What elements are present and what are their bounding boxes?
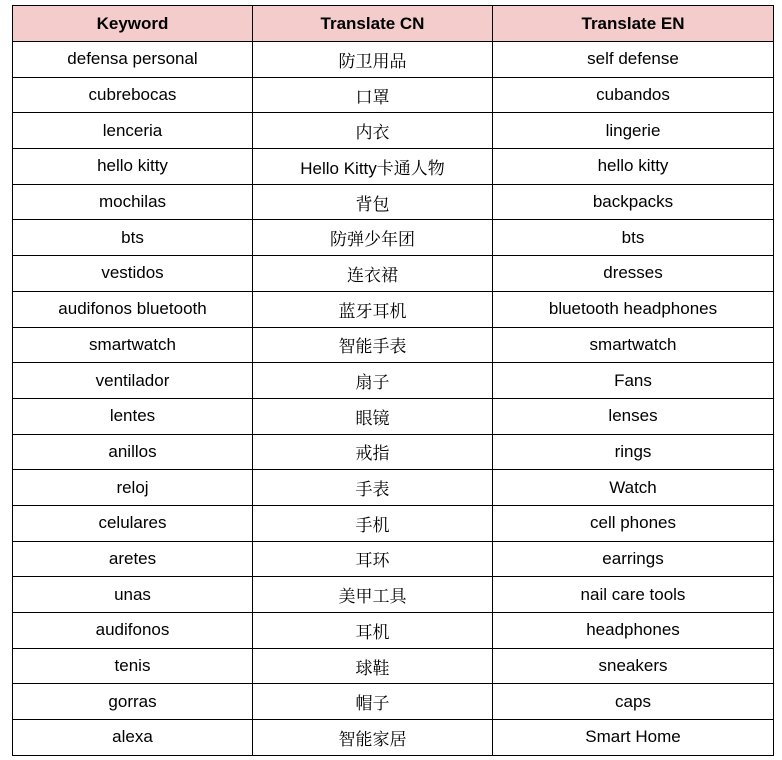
translate-en-cell: caps [493,684,774,720]
translate-cn-cell: 美甲工具 [253,577,493,613]
translate-en-cell: cell phones [493,505,774,541]
translate-en-cell: earrings [493,541,774,577]
translate-cn-cell: 耳机 [253,613,493,649]
translate-cn-cell: 防卫用品 [253,42,493,78]
keyword-cell: unas [13,577,253,613]
translate-en-cell: lingerie [493,113,774,149]
translate-en-cell: rings [493,434,774,470]
translate-cn-cell: 智能手表 [253,327,493,363]
translate-cn-cell: Hello Kitty卡通人物 [253,149,493,185]
translate-cn-cell: 口罩 [253,77,493,113]
translate-en-cell: cubandos [493,77,774,113]
translate-cn-cell: 戒指 [253,434,493,470]
translate-en-cell: dresses [493,256,774,292]
header-keyword: Keyword [13,6,253,42]
translate-cn-cell: 内衣 [253,113,493,149]
keyword-cell: tenis [13,648,253,684]
table-row [13,220,774,256]
translate-en-cell: Watch [493,470,774,506]
translate-en-cell: headphones [493,613,774,649]
keyword-cell: audifonos bluetooth [13,291,253,327]
translate-cn-cell: 智能家居 [253,720,493,756]
keyword-cell: alexa [13,720,253,756]
table-row [13,470,774,506]
table-row [13,291,774,327]
keyword-cell: hello kitty [13,149,253,185]
header-translate-en: Translate EN [493,6,774,42]
translate-cn-cell: 防弹少年团 [253,220,493,256]
translate-en-cell: smartwatch [493,327,774,363]
header-translate-cn: Translate CN [253,6,493,42]
table-row [13,541,774,577]
table-row [13,613,774,649]
table-row [13,577,774,613]
table-row [13,256,774,292]
translate-en-cell: nail care tools [493,577,774,613]
translate-cn-cell: 耳环 [253,541,493,577]
keyword-cell: anillos [13,434,253,470]
table-row [13,684,774,720]
header-row [13,6,774,42]
translate-cn-cell: 蓝牙耳机 [253,291,493,327]
keyword-cell: mochilas [13,184,253,220]
translate-cn-cell: 手机 [253,505,493,541]
keyword-cell: audifonos [13,613,253,649]
translate-en-cell: Smart Home [493,720,774,756]
translate-cn-cell: 眼镜 [253,398,493,434]
translate-cn-cell: 球鞋 [253,648,493,684]
keyword-cell: ventilador [13,363,253,399]
table-body [13,42,774,756]
keyword-cell: defensa personal [13,42,253,78]
keyword-cell: vestidos [13,256,253,292]
translate-cn-cell: 背包 [253,184,493,220]
table-row [13,327,774,363]
table-row [13,434,774,470]
translate-cn-cell: 扇子 [253,363,493,399]
table-row [13,149,774,185]
translate-en-cell: Fans [493,363,774,399]
translate-en-cell: lenses [493,398,774,434]
translate-en-cell: bluetooth headphones [493,291,774,327]
translate-en-cell: sneakers [493,648,774,684]
translate-en-cell: self defense [493,42,774,78]
keyword-cell: lenceria [13,113,253,149]
table-row [13,363,774,399]
translate-en-cell: hello kitty [493,149,774,185]
keyword-cell: reloj [13,470,253,506]
table-row [13,42,774,78]
keyword-cell: cubrebocas [13,77,253,113]
table-row [13,113,774,149]
keyword-translation-table-container [12,5,774,756]
table-row [13,505,774,541]
translate-en-cell: backpacks [493,184,774,220]
keyword-translation-table [12,5,774,756]
keyword-cell: celulares [13,505,253,541]
table-row [13,184,774,220]
translate-cn-cell: 连衣裙 [253,256,493,292]
keyword-cell: bts [13,220,253,256]
translate-cn-cell: 帽子 [253,684,493,720]
table-row [13,648,774,684]
table-header [13,6,774,42]
translate-cn-cell: 手表 [253,470,493,506]
keyword-cell: gorras [13,684,253,720]
keyword-cell: smartwatch [13,327,253,363]
keyword-cell: lentes [13,398,253,434]
table-row [13,398,774,434]
table-row [13,77,774,113]
table-row [13,720,774,756]
keyword-cell: aretes [13,541,253,577]
translate-en-cell: bts [493,220,774,256]
